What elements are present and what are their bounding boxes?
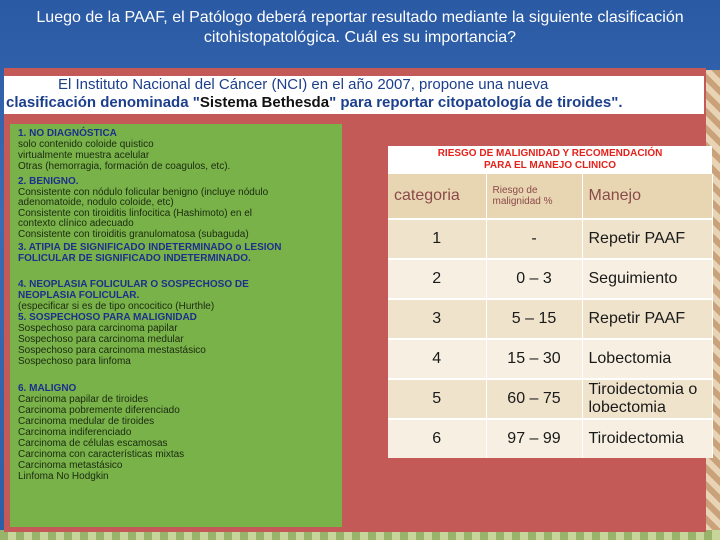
cell-categoria: 2	[388, 259, 486, 299]
cell-riesgo: 97 – 99	[486, 419, 582, 458]
category-heading: NEOPLASIA FOLICULAR.	[18, 290, 140, 301]
cell-riesgo: 60 – 75	[486, 379, 582, 419]
category-item: Carcinoma indiferenciado	[18, 427, 132, 438]
slide-title: Luego de la PAAF, el Patólogo deberá reportar resultado mediante la siguiente clasificación citohistopatológica. Cuál es su importancia?	[36, 9, 684, 46]
cell-riesgo: 0 – 3	[486, 259, 582, 299]
category-item: Sospechoso para carcinoma mestastásico	[18, 345, 206, 356]
cell-manejo: Lobectomia	[582, 339, 712, 379]
category-item: Carcinoma con características mixtas	[18, 449, 185, 460]
table-row	[388, 219, 712, 259]
category-heading: 2. BENIGNO.	[18, 176, 79, 187]
category-item: Consistente con tiroiditis linfocitica (Hashimoto) en el	[18, 208, 252, 219]
category-heading: 3. ATIPIA DE SIGNIFICADO INDETERMINADO o LESION	[18, 242, 282, 253]
category-item: solo contenido coloide quistico	[18, 139, 154, 150]
cell-categoria: 6	[388, 419, 486, 458]
category-heading: 4. NEOPLASIA FOLICULAR O SOSPECHOSO DE	[18, 279, 249, 290]
cell-categoria: 5	[388, 379, 486, 419]
risk-table-title	[388, 146, 712, 174]
table-row	[388, 299, 712, 339]
cell-riesgo: 5 – 15	[486, 299, 582, 339]
category-item: Linfoma No Hodgkin	[18, 471, 109, 482]
category-item: Carcinoma metastásico	[18, 460, 123, 471]
category-item: Carcinoma pobremente diferenciado	[18, 405, 180, 416]
cell-manejo: Seguimiento	[582, 259, 712, 299]
cell-categoria: 4	[388, 339, 486, 379]
column-header-manejo: Manejo	[582, 174, 712, 219]
category-heading: 5. SOSPECHOSO PARA MALIGNIDAD	[18, 312, 197, 323]
category-item: contexto clínico adecuado	[18, 218, 134, 229]
header-line-2	[6, 94, 623, 111]
category-item: Sospechoso para carcinoma medular	[18, 334, 184, 345]
header-line-2c: " para reportar citopatología de tiroides".	[329, 94, 623, 111]
cell-riesgo: -	[486, 219, 582, 259]
cell-manejo: Repetir PAAF	[582, 219, 712, 259]
category-item: Carcinoma de células escamosas	[18, 438, 168, 449]
category-item: Sospechoso para linfoma	[18, 356, 131, 367]
category-item: Consistente con tiroiditis granulomatosa (subaguda)	[18, 229, 249, 240]
table-row	[388, 379, 712, 419]
category-item: Sospechoso para carcinoma papilar	[18, 323, 178, 334]
category-heading: 6. MALIGNO	[18, 383, 77, 394]
header-line-2a: clasificación denominada "	[6, 94, 200, 111]
risk-table-title-line-2: PARA EL MANEJO CLINICO	[483, 160, 617, 171]
cell-riesgo: 15 – 30	[486, 339, 582, 379]
category-item: adenomatoide, nodulo coloide, etc)	[18, 197, 174, 208]
category-item: Carcinoma papilar de tiroides	[18, 394, 149, 405]
risk-table-title-line-1: RIESGO DE MALIGNIDAD Y RECOMENDACIÓN	[437, 148, 663, 159]
column-header-categoria: categoria	[388, 174, 486, 219]
cell-manejo: Tiroidectomia	[582, 419, 712, 458]
category-heading: FOLICULAR DE SIGNIFICADO INDETERMINADO.	[18, 253, 251, 264]
category-item: virtualmente muestra acelular	[18, 150, 150, 161]
table-row	[388, 339, 712, 379]
category-heading: 1. NO DIAGNÓSTICA	[18, 128, 117, 139]
category-item: (especificar si es de tipo oncocitico (Hurthle)	[18, 301, 215, 312]
bethesda-category-list	[10, 124, 342, 527]
risk-table-body	[388, 219, 712, 458]
cell-manejo: Tiroidectomia o lobectomia	[582, 379, 712, 419]
cell-categoria: 3	[388, 299, 486, 339]
table-row	[388, 259, 712, 299]
table-row	[388, 419, 712, 458]
category-item: Otras (hemorragia, formación de coagulos, etc).	[18, 161, 231, 172]
risk-table	[388, 146, 712, 458]
system-name: Sistema Bethesda	[199, 94, 330, 111]
cell-manejo: Repetir PAAF	[582, 299, 712, 339]
cell-categoria: 1	[388, 219, 486, 259]
column-header-riesgo: Riesgo de malignidad %	[486, 174, 582, 219]
category-item: Carcinoma medular de tiroides	[18, 416, 155, 427]
header-line-1: El Instituto Nacional del Cáncer (NCI) en el año 2007, propone una nueva	[58, 76, 549, 93]
category-item: Consistente con nódulo folicular benigno (incluye nódulo	[18, 187, 269, 198]
